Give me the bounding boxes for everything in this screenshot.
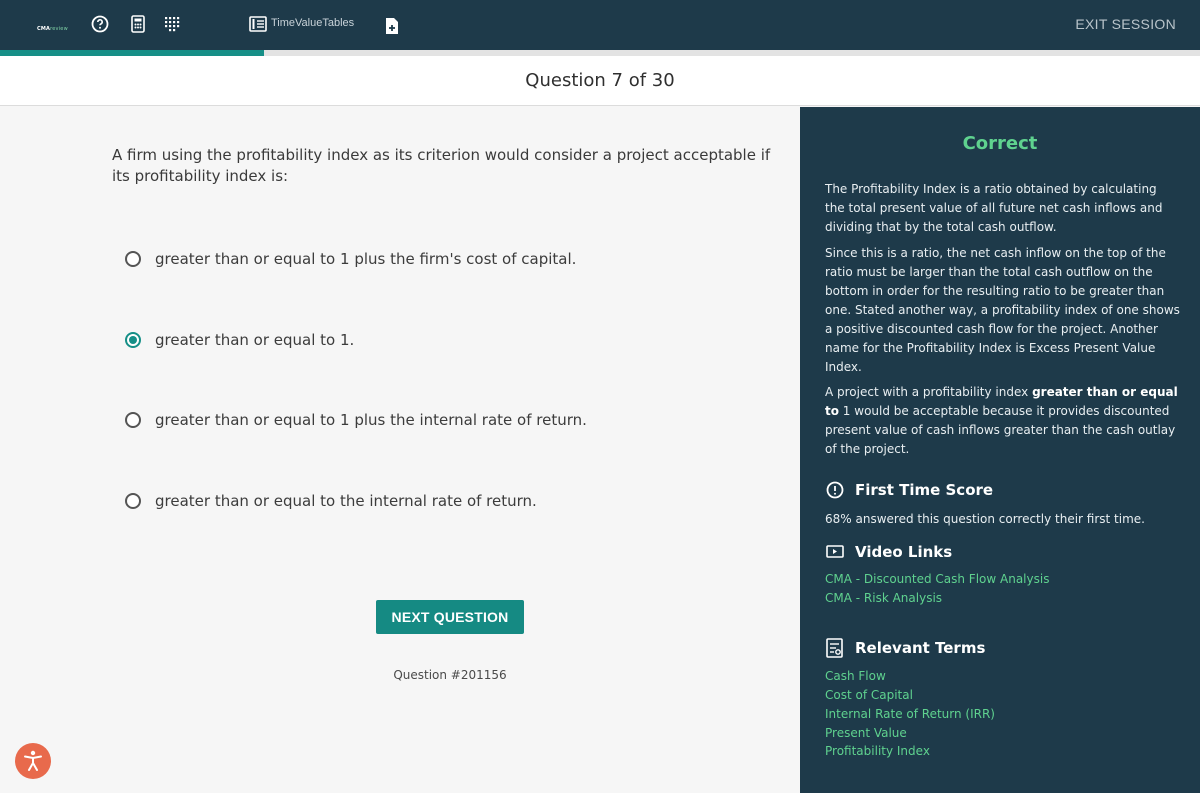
- answer-choice-label: greater than or equal to 1 plus the firm's cost of capital.: [155, 250, 577, 268]
- explanation-text: 1 would be acceptable because it provides discounted present value of cash inflows greater than the cash outlay of the project.: [825, 404, 1176, 456]
- logo: [37, 26, 68, 32]
- term-link[interactable]: Present Value: [825, 726, 907, 740]
- section-title: Video Links: [855, 543, 953, 561]
- radio-button[interactable]: [125, 332, 141, 348]
- add-note-icon[interactable]: [382, 16, 402, 36]
- logo-suffix: review: [50, 26, 68, 32]
- video-links-heading: [825, 542, 952, 562]
- answer-choice-3[interactable]: [125, 408, 587, 432]
- question-id: Question #201156: [393, 668, 507, 682]
- help-icon[interactable]: [90, 14, 110, 34]
- term-link[interactable]: Profitability Index: [825, 744, 930, 758]
- next-question-button[interactable]: NEXT QUESTION: [376, 600, 524, 634]
- explanation-paragraph: Since this is a ratio, the net cash inflow on the top of the ratio must be larger than the total cash outflow on the bottom in order for the resulting ratio to be greater than one. Stated another way, a profitability index of one shows a positive discounted cash flow for the project. Another name for the Profitability Index is Excess Present Value Index.: [825, 246, 1180, 374]
- exit-session-button[interactable]: EXIT SESSION: [1075, 16, 1176, 32]
- first-time-score-heading: [825, 480, 993, 500]
- calculator-icon[interactable]: [128, 14, 148, 34]
- answer-choice-label: greater than or equal to 1.: [155, 331, 355, 349]
- video-icon: [825, 542, 845, 562]
- top-bar: [0, 0, 1200, 50]
- answer-choice-4[interactable]: [125, 489, 537, 513]
- keypad-icon[interactable]: [162, 14, 182, 34]
- radio-button[interactable]: [125, 251, 141, 267]
- answer-choice-label: greater than or equal to the internal rate of return.: [155, 492, 537, 510]
- term-link[interactable]: Cost of Capital: [825, 688, 913, 702]
- info-circle-icon: [825, 480, 845, 500]
- video-link[interactable]: CMA - Risk Analysis: [825, 591, 943, 605]
- video-link[interactable]: CMA - Discounted Cash Flow Analysis: [825, 572, 1050, 586]
- explanation-paragraph: [825, 383, 1180, 459]
- answer-choice-1[interactable]: [125, 247, 576, 271]
- radio-button[interactable]: [125, 412, 141, 428]
- logo-brand: CMA: [37, 26, 51, 32]
- radio-button[interactable]: [125, 493, 141, 509]
- question-text: A firm using the profitability index as its criterion would consider a project acceptable if its profitability index is:: [112, 146, 771, 185]
- explanation-emphasis: greater than or equal to: [825, 385, 1178, 418]
- answer-choice-2[interactable]: [125, 328, 354, 352]
- question-panel: [0, 107, 800, 793]
- glossary-icon: [825, 638, 845, 658]
- explanation-text: A project with a profitability index: [825, 385, 1033, 399]
- term-link[interactable]: Cash Flow: [825, 669, 886, 683]
- feedback-panel: [800, 107, 1200, 793]
- explanation-paragraph: The Profitability Index is a ratio obtained by calculating the total present value of all future net cash inflows and dividing that by the total cash outflow.: [825, 182, 1163, 234]
- accessibility-icon[interactable]: [15, 743, 51, 779]
- question-counter: Question 7 of 30: [525, 70, 675, 91]
- book-icon[interactable]: [248, 14, 268, 34]
- answer-choice-label: greater than or equal to 1 plus the internal rate of return.: [155, 411, 587, 429]
- question-header: [0, 56, 1200, 106]
- section-title: First Time Score: [855, 481, 994, 499]
- section-title: Relevant Terms: [855, 639, 986, 657]
- time-value-tables-link[interactable]: TimeValueTables: [271, 17, 355, 29]
- term-link[interactable]: Internal Rate of Return (IRR): [825, 707, 995, 721]
- relevant-terms-heading: [825, 638, 985, 658]
- verdict-label: Correct: [962, 133, 1038, 154]
- first-time-score-text: 68% answered this question correctly their first time.: [825, 512, 1145, 526]
